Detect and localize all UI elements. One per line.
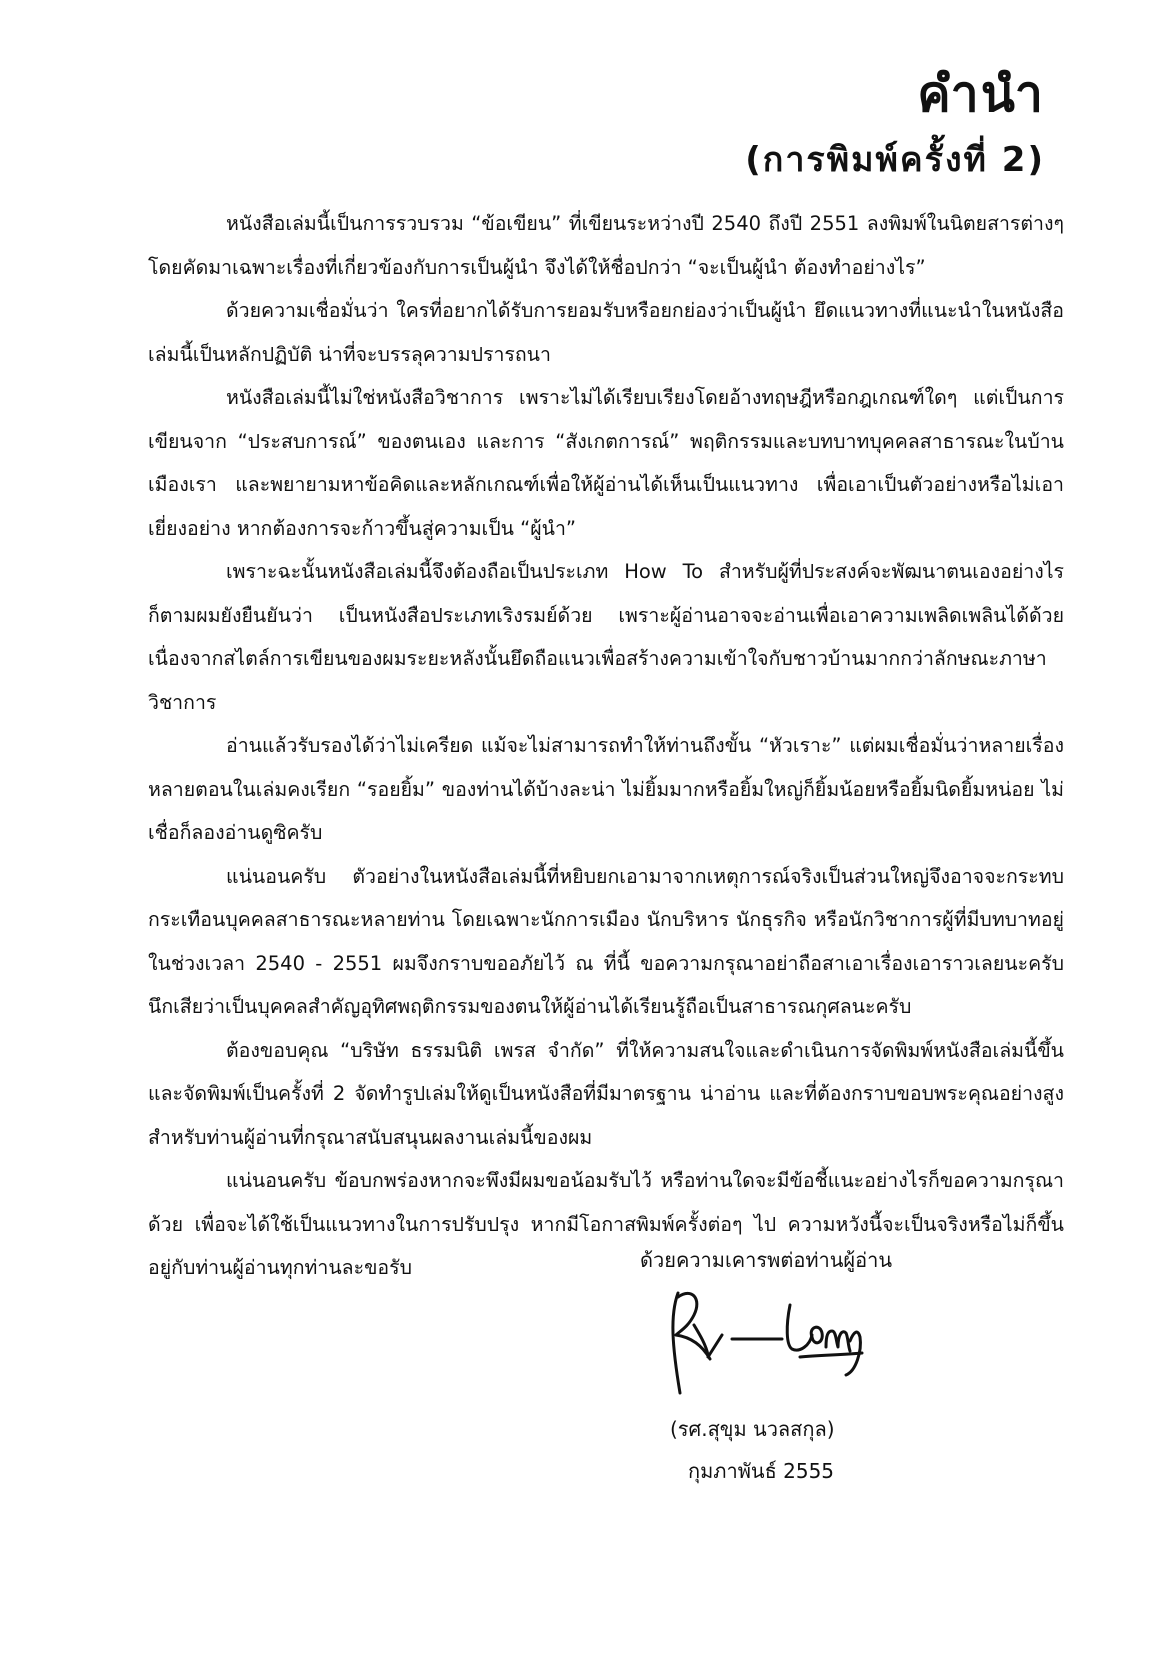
paragraph-7: ต้องขอบคุณ “บริษัท ธรรมนิติ เพรส จำกัด” ที่ให้ความสนใจและดำเนินการจัดพิมพ์หนังสือเล่มนี้ขึ้น และจัดพิมพ์เป็นครั้งที่ 2 จัดทำรูปเล่มให้ดูเป็นหนังสือที่มีมาตรฐาน น่าอ่าน และที่ต้องกราบขอบพระคุณอย่างสูงสำหรับท่านผู้อ่านที่กรุณาสนับสนุนผลงานเล่มนี้ของผม — [148, 1038, 1064, 1149]
page-subtitle: (การพิมพ์ครั้งที่ 2) — [745, 140, 1045, 180]
page-title: คำนำ — [917, 65, 1045, 123]
preface-body — [148, 202, 1064, 1290]
paragraph-3: หนังสือเล่มนี้ไม่ใช่หนังสือวิชาการ เพราะไม่ได้เรียบเรียงโดยอ้างทฤษฎีหรือกฎเกณฑ์ใดๆ แต่เป็นการเขียนจาก “ประสบการณ์” ของตนเอง และการ “สังเกตการณ์” พฤติกรรมและบทบาทบุคคลสาธารณะในบ้านเมืองเรา และพยายามหาข้อคิดและหลักเกณฑ์เพื่อให้ผู้อ่านได้เห็นเป็นแนวทาง เพื่อเอาเป็นตัวอย่างหรือไม่เอาเยี่ยงอย่าง หากต้องการจะก้าวขึ้นสู่ความเป็น “ผู้นำ” — [148, 386, 1064, 540]
paragraph-2: ด้วยความเชื่อมั่นว่า ใครที่อยากได้รับการยอมรับหรือยกย่องว่าเป็นผู้นำ ยึดแนวทางที่แนะนำในหนังสือเล่มนี้เป็นหลักปฏิบัติ น่าที่จะบรรลุความปรารถนา — [148, 299, 1064, 366]
paragraph-5: อ่านแล้วรับรองได้ว่าไม่เครียด แม้จะไม่สามารถทำให้ท่านถึงขั้น “หัวเราะ” แต่ผมเชื่อมั่นว่าหลายเรื่องหลายตอนในเล่มคงเรียก “รอยยิ้ม” ของท่านได้บ้างละน่า ไม่ยิ้มมากหรือยิ้มใหญ่ก็ยิ้มน้อยหรือยิ้มนิดยิ้มหน่อย ไม่เชื่อก็ลองอ่านดูซิครับ — [148, 734, 1064, 844]
author-name: (รศ.สุขุม นวลสกุล) — [670, 1417, 835, 1441]
paragraph-6: แน่นอนครับ ตัวอย่างในหนังสือเล่มนี้ที่หยิบยกเอามาจากเหตุการณ์จริงเป็นส่วนใหญ่จึงอาจจะกระทบกระเทือนบุคคลสาธารณะหลายท่าน โดยเฉพาะนักการเมือง นักบริหาร นักธุรกิจ หรือนักวิชาการผู้ที่มีบทบาทอยู่ในช่วงเวลา 2540 - 2551 ผมจึงกราบขออภัยไว้ ณ ที่นี้ ขอความกรุณาอย่าถือสาเอาเรื่องเอาราวเลยนะครับ นึกเสียว่าเป็นบุคคลสำคัญอุทิศพฤติกรรมของตนให้ผู้อ่านได้เรียนรู้ถือเป็นสาธารณกุศลนะครับ — [148, 864, 1064, 1018]
paragraph-4: เพราะฉะนั้นหนังสือเล่มนี้จึงต้องถือเป็นประเภท How To สำหรับผู้ที่ประสงค์จะพัฒนาตนเองอย่างไรก็ตามผมยังยืนยันว่า เป็นหนังสือประเภทเริงรมย์ด้วย เพราะผู้อ่านอาจจะอ่านเพื่อเอาความเพลิดเพลินได้ด้วย เนื่องจากสไตล์การเขียนของผมระยะหลังนั้นยึดถือแนวเพื่อสร้างความเข้าใจกับชาวบ้านมากกว่าลักษณะภาษาวิชาการ — [148, 560, 1064, 714]
paragraph-8: แน่นอนครับ ข้อบกพร่องหากจะพึงมีผมขอน้อมรับไว้ หรือท่านใดจะมีข้อชี้แนะอย่างไรก็ขอความกรุณาด้วย เพื่อจะได้ใช้เป็นแนวทางในการปรับปรุง หากมีโอกาสพิมพ์ครั้งต่อๆ ไป ความหวังนี้จะเป็นจริงหรือไม่ก็ขึ้นอยู่กับท่านผู้อ่านทุกท่านละขอรับ — [148, 1169, 1064, 1279]
closing-line: ด้วยความเคารพต่อท่านผู้อ่าน — [640, 1248, 893, 1272]
paragraph-1: หนังสือเล่มนี้เป็นการรวบรวม “ข้อเขียน” ที่เขียนระหว่างปี 2540 ถึงปี 2551 ลงพิมพ์ในนิตยสารต่างๆ โดยคัดมาเฉพาะเรื่องที่เกี่ยวข้องกับการเป็นผู้นำ จึงได้ให้ชื่อปกว่า “จะเป็นผู้นำ ต้องทำอย่างไร” — [148, 212, 1064, 279]
author-date: กุมภาพันธ์ 2555 — [688, 1459, 835, 1483]
signature-icon — [650, 1275, 880, 1405]
